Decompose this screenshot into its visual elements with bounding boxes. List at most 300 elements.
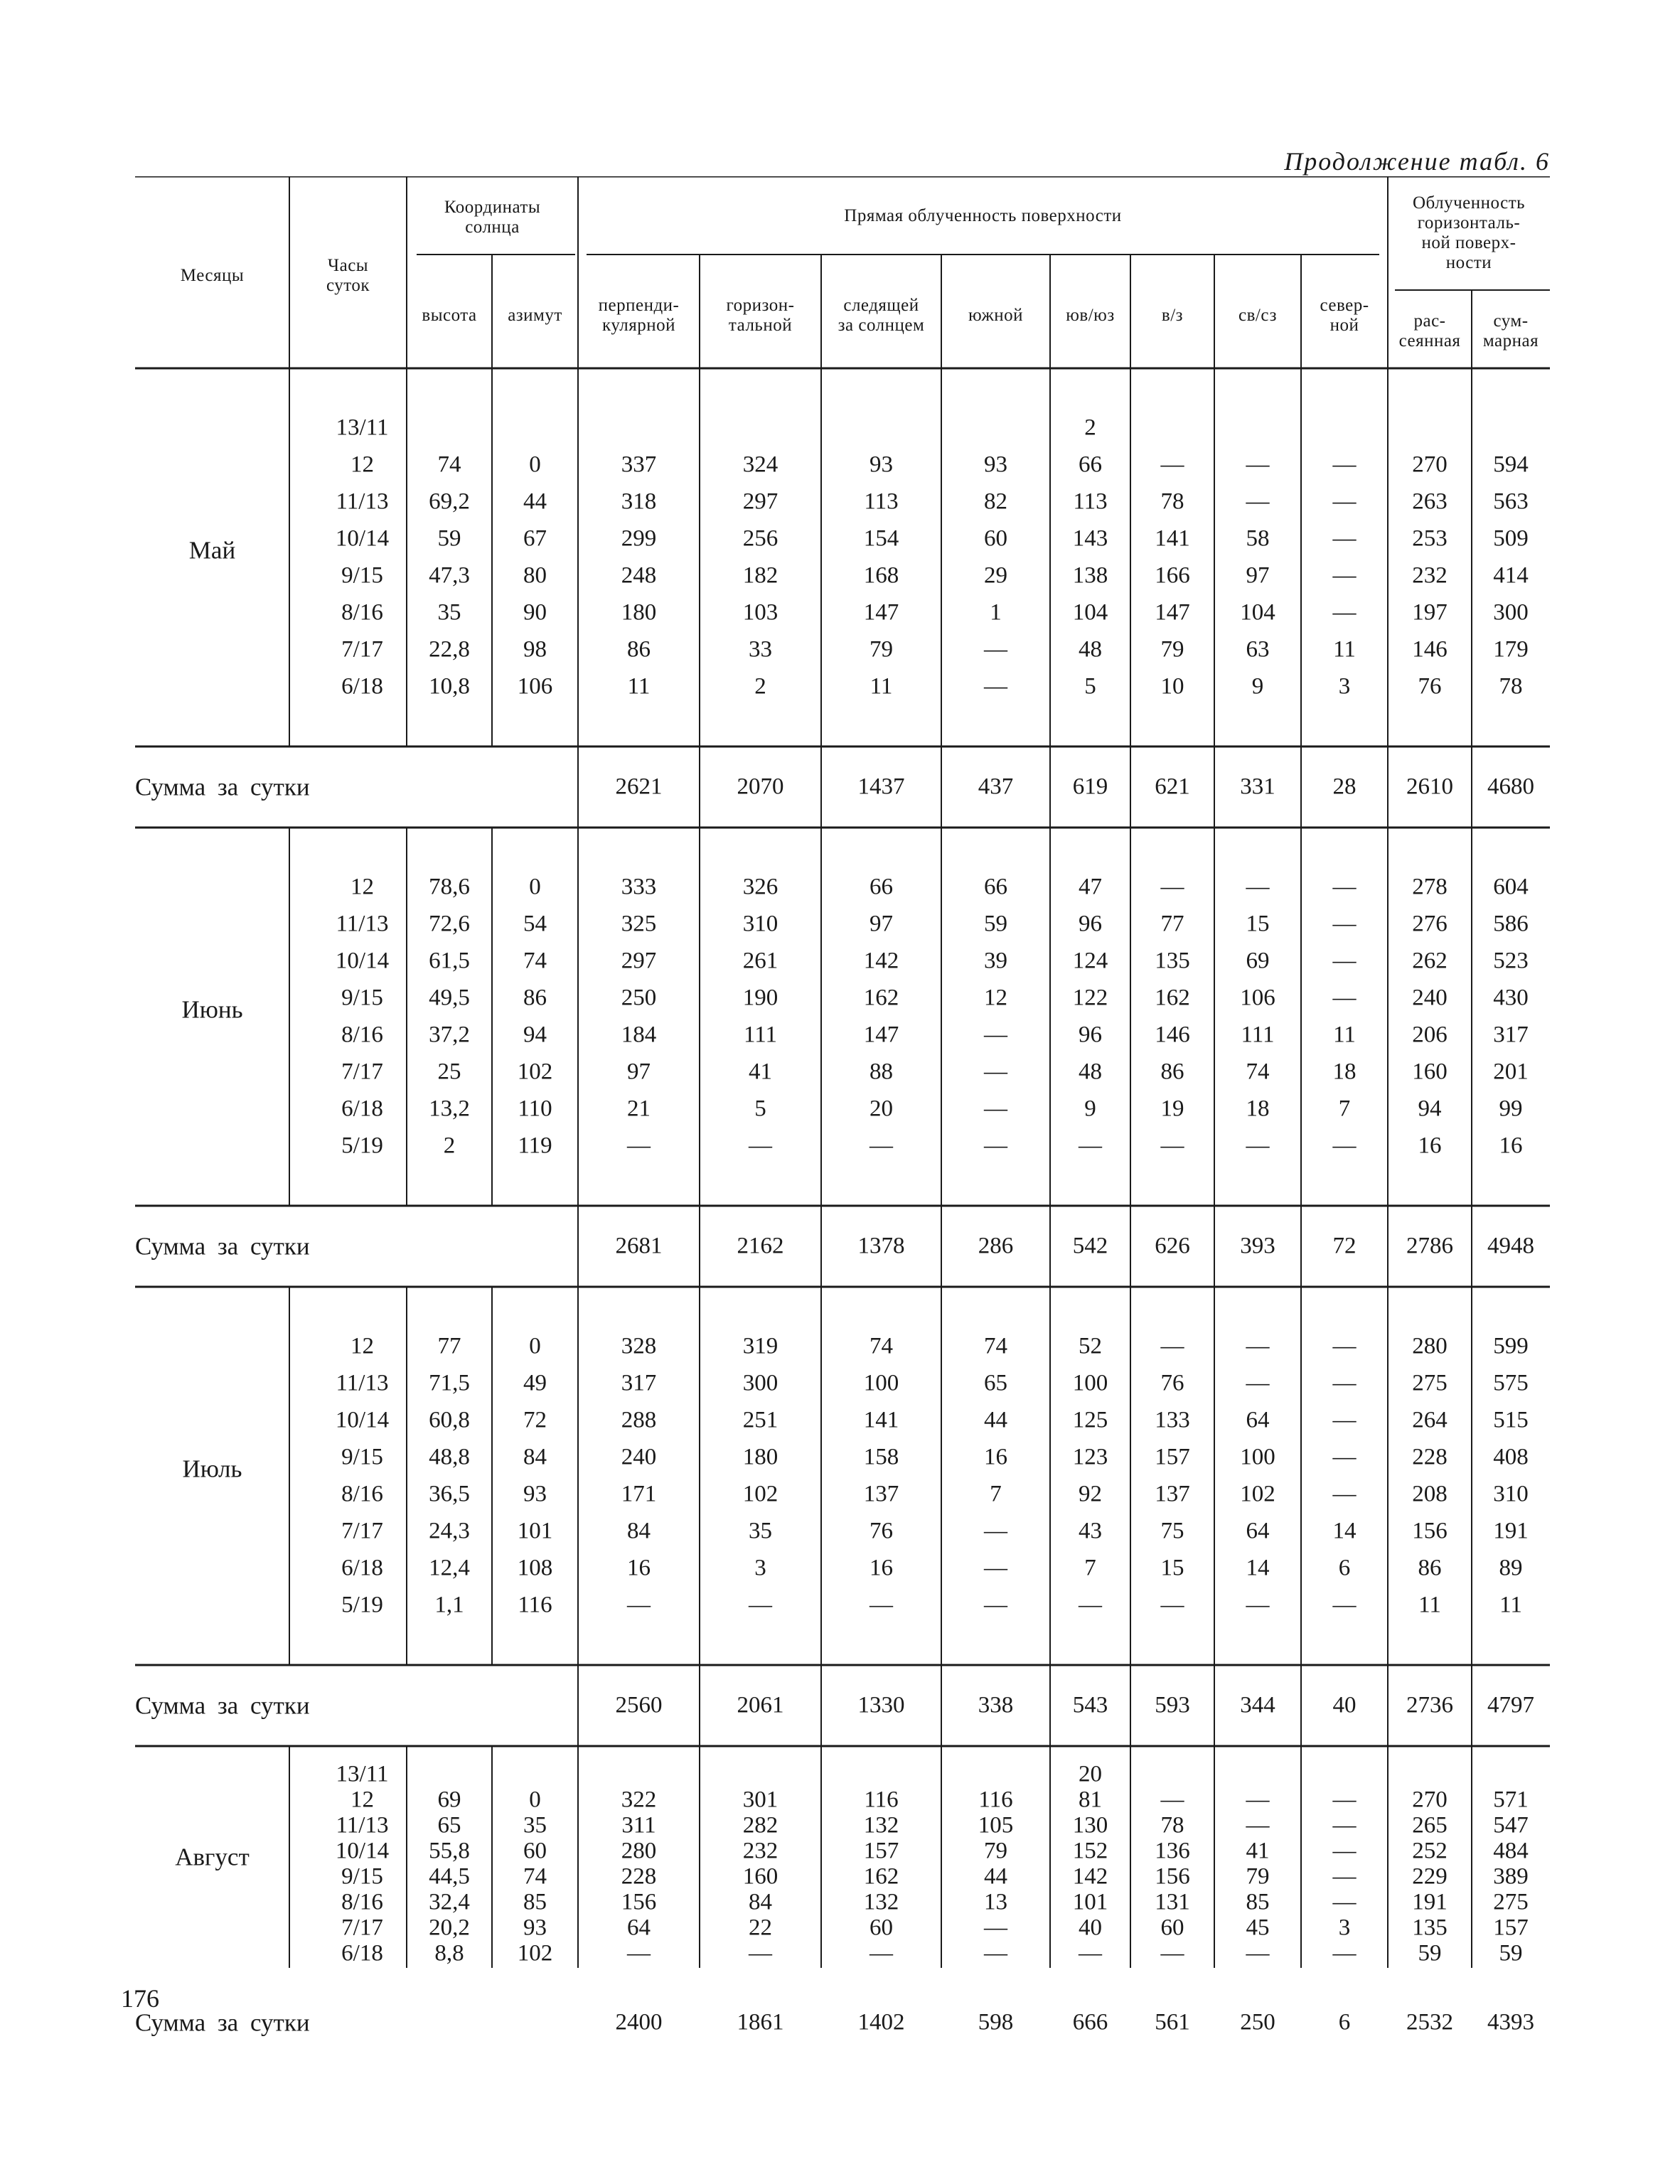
sum-cell: 2070	[737, 774, 784, 800]
hour-cell: 12	[351, 1333, 374, 1359]
value-cell: 157	[1493, 1915, 1529, 1941]
value-cell: 575	[1493, 1370, 1529, 1396]
value-cell: 262	[1412, 948, 1448, 974]
value-cell: 7	[990, 1481, 1002, 1507]
value-cell: —	[984, 1915, 1007, 1941]
hour-cell: 9/15	[341, 985, 383, 1011]
value-cell: 282	[742, 1812, 779, 1838]
value-cell: 142	[1072, 1863, 1108, 1890]
value-cell: 88	[870, 1059, 893, 1085]
value-cell: —	[1246, 1333, 1270, 1359]
value-cell: 3	[1338, 1915, 1351, 1941]
hour-cell: 6/18	[341, 673, 383, 700]
value-cell: —	[1332, 1407, 1357, 1433]
value-cell: 21	[627, 1096, 651, 1122]
value-cell: 0	[529, 1333, 541, 1359]
value-cell: 69,2	[429, 488, 470, 515]
value-cell: 310	[1493, 1481, 1529, 1507]
value-cell: 523	[1493, 948, 1529, 974]
sum-cell: 338	[978, 1692, 1014, 1718]
value-cell: 79	[984, 1838, 1007, 1864]
value-cell: 11	[1418, 1592, 1441, 1618]
value-cell: 253	[1412, 525, 1448, 552]
value-cell: 563	[1493, 488, 1529, 515]
value-cell: —	[984, 1096, 1007, 1122]
value-cell: 84	[627, 1518, 651, 1544]
value-cell: 63	[1246, 636, 1270, 663]
value-cell: 179	[1493, 636, 1529, 663]
value-cell: —	[984, 1133, 1007, 1159]
value-cell: 72	[523, 1407, 547, 1433]
header-azimuth: азимут	[508, 306, 562, 325]
sum-cell: 1437	[857, 774, 905, 800]
value-cell: 1,1	[434, 1592, 464, 1618]
value-cell: 75	[1160, 1518, 1184, 1544]
value-cell: 3	[754, 1555, 766, 1581]
value-cell: 86	[523, 985, 547, 1011]
header-perpendicular: перпенди- кулярной	[598, 296, 680, 335]
value-cell: 48,8	[429, 1444, 470, 1470]
value-cell: 76	[870, 1518, 893, 1544]
value-cell: 80	[523, 562, 547, 589]
sum-cell: 2061	[737, 1692, 784, 1718]
value-cell: 16	[984, 1444, 1007, 1470]
value-cell: 67	[523, 525, 547, 552]
value-cell: —	[1079, 1133, 1102, 1159]
sum-cell: 2560	[615, 1692, 663, 1718]
value-cell: 182	[742, 562, 779, 589]
month-label: Май	[188, 536, 236, 564]
value-cell: 19	[1160, 1096, 1184, 1122]
value-cell: 184	[621, 1022, 657, 1048]
value-cell: —	[1332, 488, 1357, 515]
value-cell: 197	[1412, 599, 1448, 626]
value-cell: 124	[1072, 948, 1108, 974]
header-sun-coords: Координаты солнца	[444, 198, 541, 237]
hour-cell: 8/16	[341, 1889, 383, 1915]
value-cell: 59	[1418, 1940, 1442, 1966]
value-cell: 100	[863, 1370, 899, 1396]
sum-cell: 6	[1338, 2009, 1351, 2035]
value-cell: 228	[1412, 1444, 1448, 1470]
value-cell: 25	[437, 1059, 461, 1085]
value-cell: —	[1332, 1863, 1357, 1890]
value-cell: 111	[1241, 1022, 1275, 1048]
value-cell: 599	[1493, 1333, 1529, 1359]
value-cell: 111	[743, 1022, 778, 1048]
value-cell: 65	[984, 1370, 1007, 1396]
value-cell: 0	[529, 874, 541, 900]
value-cell: 240	[1412, 985, 1448, 1011]
value-cell: 10	[1160, 673, 1184, 700]
sum-cell: 621	[1155, 774, 1190, 800]
value-cell: 119	[518, 1133, 552, 1159]
value-cell: —	[1332, 911, 1357, 937]
value-cell: 20	[870, 1096, 893, 1122]
value-cell: 18	[1246, 1096, 1270, 1122]
value-cell: 60,8	[429, 1407, 470, 1433]
value-cell: 66	[984, 874, 1007, 900]
value-cell: —	[984, 1940, 1007, 1966]
value-cell: 11	[1333, 1022, 1356, 1048]
sum-cell: 1861	[737, 2009, 784, 2035]
value-cell: —	[984, 1518, 1007, 1544]
value-cell: —	[1332, 451, 1357, 478]
sum-cell: 393	[1240, 1233, 1275, 1259]
value-cell: 322	[621, 1787, 657, 1813]
value-cell: —	[1246, 1133, 1270, 1159]
page-number: 176	[121, 1984, 159, 2013]
value-cell: 101	[517, 1518, 553, 1544]
value-cell: 49	[523, 1370, 547, 1396]
value-cell: 317	[621, 1370, 657, 1396]
header-south: южной	[968, 306, 1024, 325]
value-cell: 100	[1240, 1444, 1275, 1470]
value-cell: 20,2	[429, 1915, 470, 1941]
value-cell: 180	[742, 1444, 779, 1470]
hour-cell: 12	[351, 451, 374, 478]
value-cell: 300	[1493, 599, 1529, 626]
hour-cell: 7/17	[341, 1518, 383, 1544]
value-cell: —	[1332, 1481, 1357, 1507]
value-cell: 143	[1072, 525, 1108, 552]
hour-cell: 7/17	[341, 1059, 383, 1085]
value-cell: 326	[742, 874, 779, 900]
value-cell: 85	[523, 1889, 547, 1915]
value-cell: 2	[1084, 414, 1096, 441]
value-cell: 191	[1412, 1889, 1448, 1915]
value-cell: 13	[984, 1889, 1007, 1915]
value-cell: —	[1160, 1592, 1184, 1618]
value-cell: 328	[621, 1333, 657, 1359]
header-tracking: следящей за солнцем	[838, 296, 925, 335]
value-cell: 64	[1246, 1518, 1270, 1544]
value-cell: 125	[1072, 1407, 1108, 1433]
value-cell: 319	[742, 1333, 779, 1359]
value-cell: 74	[870, 1333, 893, 1359]
value-cell: 132	[863, 1889, 899, 1915]
sum-cell: 4948	[1487, 1233, 1534, 1259]
hour-cell: 12	[351, 874, 374, 900]
value-cell: 130	[1072, 1812, 1108, 1838]
value-cell: 337	[621, 451, 657, 478]
value-cell: 47	[1079, 874, 1102, 900]
value-cell: 78	[1160, 1812, 1184, 1838]
value-cell: 48	[1079, 636, 1102, 663]
value-cell: 94	[1418, 1096, 1442, 1122]
value-cell: —	[1332, 1370, 1357, 1396]
value-cell: 96	[1079, 1022, 1102, 1048]
value-cell: 76	[1418, 673, 1442, 700]
value-cell: 135	[1155, 948, 1190, 974]
value-cell: 162	[863, 985, 899, 1011]
value-cell: 84	[523, 1444, 547, 1470]
sum-cell: 4680	[1487, 774, 1534, 800]
sum-cell: 666	[1072, 2009, 1108, 2035]
value-cell: 250	[621, 985, 657, 1011]
sum-cell: 344	[1240, 1692, 1275, 1718]
hour-cell: 9/15	[341, 562, 383, 589]
value-cell: 232	[742, 1838, 779, 1864]
sum-cell: 4797	[1487, 1692, 1534, 1718]
value-cell: —	[1160, 451, 1184, 478]
hour-cell: 11/13	[336, 1812, 389, 1838]
value-cell: 11	[870, 673, 893, 700]
value-cell: 84	[749, 1889, 772, 1915]
value-cell: 60	[523, 1838, 547, 1864]
value-cell: 106	[1240, 985, 1275, 1011]
hour-cell: 10/14	[335, 525, 390, 552]
value-cell: 90	[523, 599, 547, 626]
value-cell: 571	[1493, 1787, 1529, 1813]
value-cell: 66	[1079, 451, 1102, 478]
value-cell: 29	[984, 562, 1007, 589]
value-cell: 11	[1499, 1592, 1522, 1618]
header-total: сум- марная	[1482, 311, 1539, 350]
value-cell: —	[984, 673, 1007, 700]
value-cell: 74	[523, 948, 547, 974]
value-cell: 276	[1412, 911, 1448, 937]
sum-cell: 561	[1155, 2009, 1190, 2035]
value-cell: 60	[984, 525, 1007, 552]
value-cell: —	[627, 1940, 651, 1966]
value-cell: —	[870, 1940, 893, 1966]
value-cell: 86	[627, 636, 651, 663]
sum-cell: 72	[1332, 1233, 1357, 1259]
value-cell: 24,3	[429, 1518, 470, 1544]
value-cell: 166	[1155, 562, 1190, 589]
value-cell: 146	[1155, 1022, 1190, 1048]
value-cell: —	[1246, 1787, 1270, 1813]
hour-cell: 5/19	[341, 1592, 383, 1618]
value-cell: —	[1079, 1940, 1102, 1966]
value-cell: 69	[1246, 948, 1270, 974]
value-cell: 52	[1079, 1333, 1102, 1359]
value-cell: 9	[1084, 1096, 1096, 1122]
value-cell: —	[1332, 599, 1357, 626]
value-cell: 136	[1155, 1838, 1190, 1864]
value-cell: 71,5	[429, 1370, 470, 1396]
value-cell: 311	[621, 1812, 656, 1838]
value-cell: 191	[1493, 1518, 1529, 1544]
value-cell: —	[749, 1940, 772, 1966]
sum-cell: 598	[978, 2009, 1014, 2035]
value-cell: 123	[1072, 1444, 1108, 1470]
value-cell: —	[1332, 1812, 1357, 1838]
value-cell: 49,5	[429, 985, 470, 1011]
value-cell: 59	[984, 911, 1007, 937]
value-cell: 74	[523, 1863, 547, 1890]
value-cell: —	[1332, 1592, 1357, 1618]
header-direct-irradiance: Прямая облученность поверхности	[844, 206, 1122, 225]
value-cell: —	[984, 1592, 1007, 1618]
value-cell: 14	[1332, 1518, 1357, 1544]
value-cell: 141	[863, 1407, 899, 1433]
hour-cell: 10/14	[335, 1407, 390, 1433]
value-cell: 208	[1412, 1481, 1448, 1507]
value-cell: 229	[1412, 1863, 1448, 1890]
value-cell: —	[1332, 985, 1357, 1011]
sum-cell: 1378	[857, 1233, 905, 1259]
value-cell: 69	[437, 1787, 461, 1813]
value-cell: 44	[523, 488, 547, 515]
hour-cell: 13/11	[336, 1761, 389, 1787]
value-cell: —	[1332, 1444, 1357, 1470]
value-cell: 7	[1338, 1096, 1351, 1122]
sum-cell: 2400	[615, 2009, 663, 2035]
value-cell: —	[627, 1133, 651, 1159]
value-cell: 44	[984, 1407, 1007, 1433]
header-north: север- ной	[1320, 296, 1369, 335]
sum-cell: 4393	[1487, 2009, 1534, 2035]
sum-cell: 2786	[1406, 1233, 1453, 1259]
value-cell: 509	[1493, 525, 1529, 552]
sum-cell: 2621	[615, 774, 663, 800]
value-cell: 263	[1412, 488, 1448, 515]
hour-cell: 11/13	[336, 488, 389, 515]
value-cell: 102	[517, 1059, 553, 1085]
value-cell: 47,3	[429, 562, 470, 589]
value-cell: 256	[742, 525, 779, 552]
value-cell: 300	[742, 1370, 779, 1396]
value-cell: 162	[1155, 985, 1190, 1011]
value-cell: —	[1332, 1940, 1357, 1966]
value-cell: 100	[1072, 1370, 1108, 1396]
sum-cell: 437	[978, 774, 1014, 800]
value-cell: 12	[984, 985, 1007, 1011]
value-cell: 160	[742, 1863, 779, 1890]
value-cell: 16	[1499, 1133, 1523, 1159]
value-cell: 108	[517, 1555, 553, 1581]
value-cell: —	[1160, 1940, 1184, 1966]
month-label: Август	[175, 1843, 250, 1871]
value-cell: 261	[742, 948, 779, 974]
sum-label: Сумма за сутки	[135, 1691, 310, 1720]
sum-label: Сумма за сутки	[135, 773, 310, 801]
value-cell: 2	[754, 673, 766, 700]
value-cell: —	[870, 1592, 893, 1618]
value-cell: 171	[621, 1481, 657, 1507]
value-cell: 58	[1246, 525, 1270, 552]
value-cell: —	[1332, 1133, 1357, 1159]
value-cell: 93	[870, 451, 893, 478]
value-cell: 113	[1073, 488, 1108, 515]
value-cell: 251	[742, 1407, 779, 1433]
value-cell: 9	[1251, 673, 1264, 700]
value-cell: 82	[984, 488, 1007, 515]
hour-cell: 7/17	[341, 636, 383, 663]
value-cell: 102	[742, 1481, 779, 1507]
value-cell: 79	[870, 636, 893, 663]
sum-cell: 619	[1072, 774, 1108, 800]
value-cell: 35	[749, 1518, 772, 1544]
value-cell: 8,8	[434, 1940, 464, 1966]
value-cell: 288	[621, 1407, 657, 1433]
value-cell: 55,8	[429, 1838, 470, 1864]
value-cell: 180	[621, 599, 657, 626]
value-cell: 146	[1412, 636, 1448, 663]
value-cell: 6	[1338, 1555, 1351, 1581]
value-cell: 99	[1499, 1096, 1523, 1122]
value-cell: —	[627, 1592, 651, 1618]
hour-cell: 13/11	[336, 414, 389, 441]
value-cell: 97	[627, 1059, 651, 1085]
sum-cell: 286	[978, 1233, 1014, 1259]
value-cell: 45	[1246, 1915, 1270, 1941]
header-months: Месяцы	[180, 266, 245, 285]
value-cell: 41	[749, 1059, 772, 1085]
value-cell: 156	[621, 1889, 657, 1915]
header-hours: Часы суток	[326, 256, 370, 295]
value-cell: —	[1246, 1812, 1270, 1838]
sum-cell: 1402	[857, 2009, 905, 2035]
value-cell: 18	[1332, 1059, 1357, 1085]
value-cell: 0	[529, 451, 541, 478]
value-cell: 86	[1160, 1059, 1184, 1085]
value-cell: 157	[863, 1838, 899, 1864]
value-cell: 98	[523, 636, 547, 663]
value-cell: 102	[1240, 1481, 1275, 1507]
value-cell: 110	[518, 1096, 552, 1122]
value-cell: 135	[1412, 1915, 1448, 1941]
value-cell: 77	[1160, 911, 1184, 937]
value-cell: 116	[518, 1592, 552, 1618]
value-cell: —	[1160, 1133, 1184, 1159]
value-cell: 265	[1412, 1812, 1448, 1838]
value-cell: 78	[1160, 488, 1184, 515]
value-cell: 206	[1412, 1022, 1448, 1048]
value-cell: 1	[990, 599, 1002, 626]
value-cell: 103	[742, 599, 779, 626]
value-cell: 408	[1493, 1444, 1529, 1470]
value-cell: 5	[754, 1096, 766, 1122]
value-cell: 59	[437, 525, 461, 552]
hour-cell: 6/18	[341, 1555, 383, 1581]
value-cell: 60	[870, 1915, 893, 1941]
value-cell: 94	[523, 1022, 547, 1048]
value-cell: 190	[742, 985, 779, 1011]
hour-cell: 9/15	[341, 1863, 383, 1890]
value-cell: 430	[1493, 985, 1529, 1011]
value-cell: 414	[1493, 562, 1529, 589]
value-cell: 15	[1160, 1555, 1184, 1581]
value-cell: —	[870, 1133, 893, 1159]
value-cell: 275	[1412, 1370, 1448, 1396]
value-cell: 79	[1246, 1863, 1270, 1890]
value-cell: 104	[1240, 599, 1275, 626]
value-cell: 13,2	[429, 1096, 470, 1122]
value-cell: 228	[621, 1863, 657, 1890]
value-cell: 15	[1246, 911, 1270, 937]
value-cell: 132	[863, 1812, 899, 1838]
value-cell: 240	[621, 1444, 657, 1470]
sum-cell: 2532	[1406, 2009, 1453, 2035]
sum-cell: 2681	[615, 1233, 663, 1259]
hour-cell: 5/19	[341, 1133, 383, 1159]
value-cell: —	[1160, 874, 1184, 900]
sum-cell: 1330	[857, 1692, 905, 1718]
value-cell: —	[1332, 1787, 1357, 1813]
value-cell: 232	[1412, 562, 1448, 589]
value-cell: 301	[742, 1787, 779, 1813]
value-cell: 81	[1079, 1787, 1102, 1813]
value-cell: 317	[1493, 1022, 1529, 1048]
value-cell: 11	[1333, 636, 1356, 663]
value-cell: 86	[1418, 1555, 1442, 1581]
value-cell: 39	[984, 948, 1007, 974]
value-cell: —	[984, 1022, 1007, 1048]
month-label: Июнь	[181, 995, 243, 1024]
